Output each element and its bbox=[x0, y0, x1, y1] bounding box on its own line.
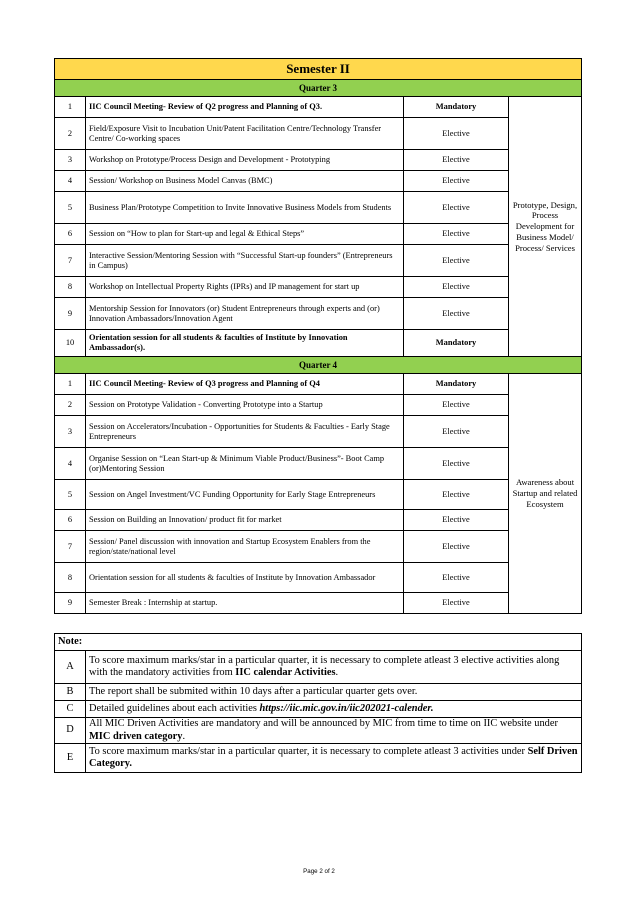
note-row bbox=[55, 684, 582, 701]
activity-row bbox=[55, 118, 582, 150]
activity-number: 6 bbox=[55, 510, 86, 531]
activity-type: Elective bbox=[404, 510, 509, 531]
note-label: E bbox=[55, 744, 86, 773]
note-text-part: IIC calendar Activities bbox=[235, 667, 336, 678]
activity-type: Elective bbox=[404, 277, 509, 298]
note-row bbox=[55, 701, 582, 718]
activity-row bbox=[55, 480, 582, 510]
note-text-part: https://iic.mic.gov.in/iic202021-calender. bbox=[259, 702, 434, 714]
note-text-part: . bbox=[182, 730, 186, 742]
activity-description: Mentorship Session for Innovators (or) Student Entrepreneurs through experts and (or) Innovation Ambassadors/Innovation Agent bbox=[86, 298, 404, 330]
note-text bbox=[86, 701, 582, 718]
activity-row bbox=[55, 150, 582, 171]
activity-number: 2 bbox=[55, 395, 86, 416]
activity-number: 1 bbox=[55, 97, 86, 118]
activity-number: 7 bbox=[55, 245, 86, 277]
activity-row bbox=[55, 97, 582, 118]
activity-row bbox=[55, 245, 582, 277]
activity-type: Elective bbox=[404, 118, 509, 150]
activity-row bbox=[55, 416, 582, 448]
note-label: D bbox=[55, 718, 86, 744]
activity-type: Elective bbox=[404, 395, 509, 416]
activity-row bbox=[55, 448, 582, 480]
quarter3-title: Quarter 3 bbox=[55, 80, 582, 97]
activity-number: 8 bbox=[55, 277, 86, 298]
activity-description: Session on Prototype Validation - Converting Prototype into a Startup bbox=[86, 395, 404, 416]
activity-description: Session on “How to plan for Start-up and legal & Ethical Steps” bbox=[86, 224, 404, 245]
activity-row bbox=[55, 593, 582, 614]
note-text bbox=[86, 684, 582, 701]
activity-type: Mandatory bbox=[404, 374, 509, 395]
activity-description: Workshop on Prototype/Process Design and Development - Prototyping bbox=[86, 150, 404, 171]
note-text-part: Self Driven Category. bbox=[89, 745, 578, 769]
note-row bbox=[55, 718, 582, 744]
activity-description: Orientation session for all students & faculties of Institute by Innovation Ambassador(s). bbox=[86, 330, 404, 357]
semester-title: Semester II bbox=[55, 59, 582, 80]
activity-description: Field/Exposure Visit to Incubation Unit/Patent Facilitation Centre/Technology Transfer Centre/ Co-working spaces bbox=[86, 118, 404, 150]
activity-row bbox=[55, 330, 582, 357]
activity-description: Session on Angel Investment/VC Funding Opportunity for Early Stage Entrepreneurs bbox=[86, 480, 404, 510]
quarter4-title: Quarter 4 bbox=[55, 357, 582, 374]
activity-type: Elective bbox=[404, 448, 509, 480]
activity-number: 4 bbox=[55, 171, 86, 192]
semester-table bbox=[54, 58, 582, 614]
note-label: C bbox=[55, 701, 86, 718]
activity-number: 9 bbox=[55, 593, 86, 614]
activity-row bbox=[55, 277, 582, 298]
quarter3-category: Prototype, Design, Process Development for Business Model/ Process/ Services bbox=[509, 97, 582, 357]
activity-row bbox=[55, 510, 582, 531]
activity-type: Mandatory bbox=[404, 330, 509, 357]
note-text bbox=[86, 744, 582, 773]
activity-type: Mandatory bbox=[404, 97, 509, 118]
activity-row bbox=[55, 563, 582, 593]
activity-description: Workshop on Intellectual Property Rights (IPRs) and IP management for start up bbox=[86, 277, 404, 298]
activity-number: 3 bbox=[55, 416, 86, 448]
notes-heading: Note: bbox=[55, 634, 582, 651]
activity-row bbox=[55, 395, 582, 416]
activity-description: Semester Break : Internship at startup. bbox=[86, 593, 404, 614]
activity-number: 4 bbox=[55, 448, 86, 480]
activity-type: Elective bbox=[404, 171, 509, 192]
activity-type: Elective bbox=[404, 150, 509, 171]
note-text-part: MIC driven category bbox=[89, 730, 183, 742]
activity-type: Elective bbox=[404, 224, 509, 245]
activity-type: Elective bbox=[404, 531, 509, 563]
activity-description: Orientation session for all students & faculties of Institute by Innovation Ambassador bbox=[86, 563, 404, 593]
activity-number: 1 bbox=[55, 374, 86, 395]
activity-type: Elective bbox=[404, 245, 509, 277]
activity-row bbox=[55, 171, 582, 192]
note-row bbox=[55, 744, 582, 773]
activity-row bbox=[55, 298, 582, 330]
activity-description: IIC Council Meeting- Review of Q2 progress and Planning of Q3. bbox=[86, 97, 404, 118]
activity-type: Elective bbox=[404, 192, 509, 224]
activity-description: Session on Building an Innovation/ product fit for market bbox=[86, 510, 404, 531]
activity-description: Session on Accelerators/Incubation - Opportunities for Students & Faculties - Early Stage Entrepreneurs bbox=[86, 416, 404, 448]
activity-row bbox=[55, 192, 582, 224]
activity-description: Interactive Session/Mentoring Session with “Successful Start-up founders” (Entrepreneurs in Campus) bbox=[86, 245, 404, 277]
activity-number: 2 bbox=[55, 118, 86, 150]
note-label: A bbox=[55, 651, 86, 684]
note-text bbox=[86, 718, 582, 744]
activity-number: 8 bbox=[55, 563, 86, 593]
activity-number: 6 bbox=[55, 224, 86, 245]
note-text-part: To score maximum marks/star in a particular quarter, it is necessary to complete atleast 3 elective activities along with the mandatory activities from bbox=[89, 654, 560, 678]
activity-number: 10 bbox=[55, 330, 86, 357]
activity-number: 3 bbox=[55, 150, 86, 171]
activity-type: Elective bbox=[404, 593, 509, 614]
activity-type: Elective bbox=[404, 563, 509, 593]
note-text-part: . bbox=[335, 667, 339, 678]
note-text-part: All MIC Driven Activities are mandatory and will be announced by MIC from time to time on IIC website under bbox=[89, 718, 558, 729]
activity-description: Session/ Workshop on Business Model Canvas (BMC) bbox=[86, 171, 404, 192]
note-text-part: To score maximum marks/star in a particular quarter, it is necessary to complete atleast 3 activities under bbox=[89, 745, 528, 757]
activity-description: Business Plan/Prototype Competition to Invite Innovative Business Models from Students bbox=[86, 192, 404, 224]
quarter4-category: Awareness about Startup and related Ecosystem bbox=[509, 374, 582, 614]
note-text-part: The report shall be submited within 10 days after a particular quarter gets over. bbox=[89, 685, 418, 697]
notes-table bbox=[54, 633, 582, 773]
note-label: B bbox=[55, 684, 86, 701]
activity-type: Elective bbox=[404, 416, 509, 448]
activity-description: IIC Council Meeting- Review of Q3 progress and Planning of Q4 bbox=[86, 374, 404, 395]
activity-number: 5 bbox=[55, 192, 86, 224]
note-row bbox=[55, 651, 582, 684]
activity-row bbox=[55, 531, 582, 563]
page-footer: Page 2 of 2 bbox=[303, 868, 335, 875]
activity-description: Session/ Panel discussion with innovation and Startup Ecosystem Enablers from the region/state/national level bbox=[86, 531, 404, 563]
activity-row bbox=[55, 374, 582, 395]
activity-number: 5 bbox=[55, 480, 86, 510]
activity-number: 7 bbox=[55, 531, 86, 563]
activity-row bbox=[55, 224, 582, 245]
activity-description: Organise Session on “Lean Start-up & Minimum Viable Product/Business”- Boot Camp (or)Mentoring Session bbox=[86, 448, 404, 480]
note-text-part: Detailed guidelines about each activities bbox=[89, 702, 260, 714]
note-text bbox=[86, 651, 582, 684]
activity-type: Elective bbox=[404, 480, 509, 510]
activity-number: 9 bbox=[55, 298, 86, 330]
activity-type: Elective bbox=[404, 298, 509, 330]
